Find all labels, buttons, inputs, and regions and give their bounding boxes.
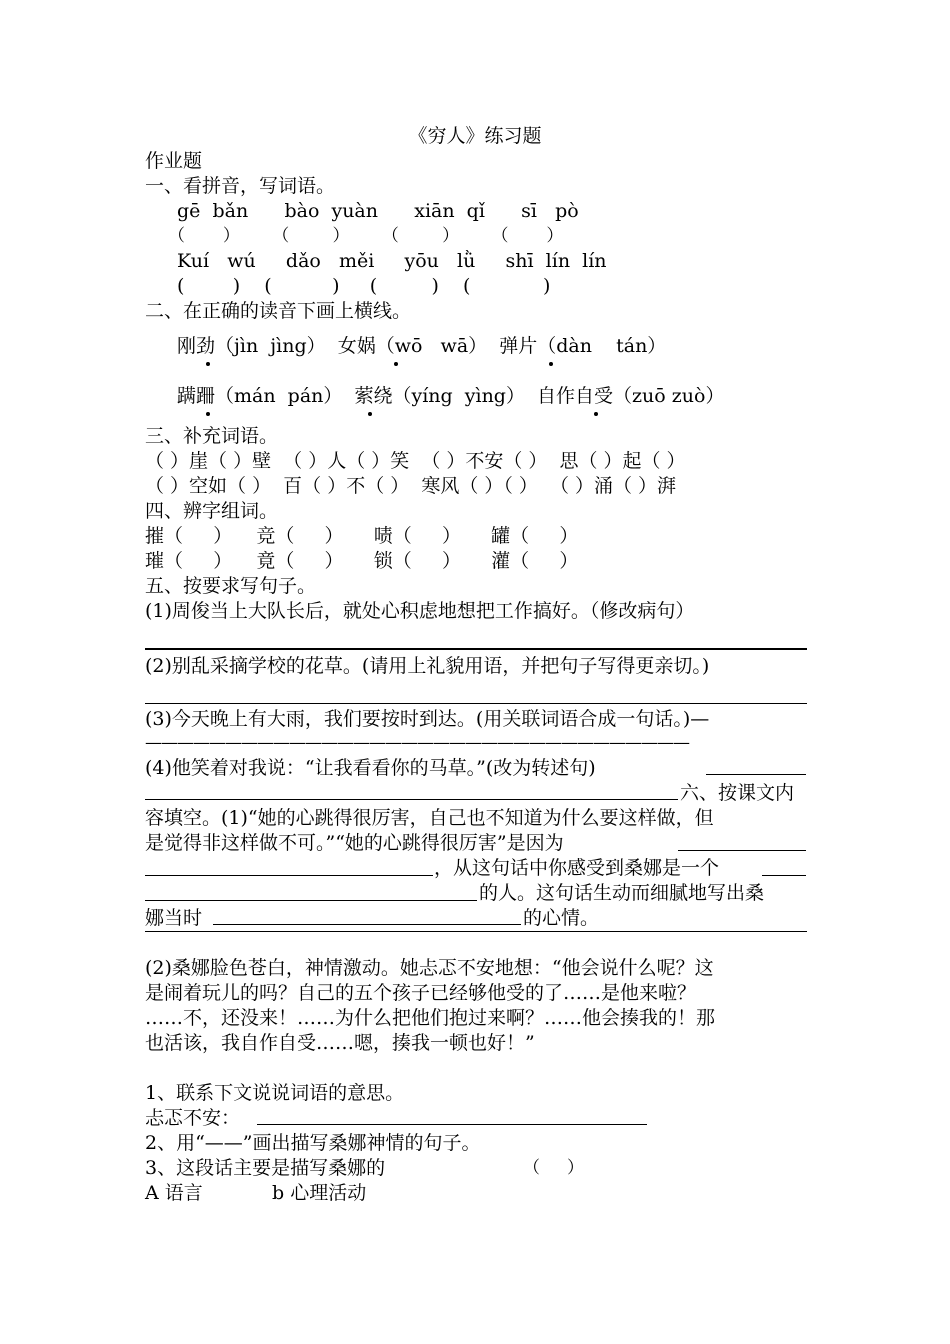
emphasis-dot	[368, 412, 372, 416]
answer-line	[145, 703, 807, 704]
section-3-heading: 三、补充词语。	[145, 425, 279, 447]
char-row-2: 璀（ ） 竟（ ） 锁（ ） 灌（ ）	[145, 550, 579, 572]
answer-parens-row-1: （ ） （ ） （ ） （ ）	[168, 226, 564, 246]
passage-line: ……不，还没来！……为什么把他们抱过来啊？……他会揍我的！那	[145, 1007, 716, 1029]
emphasis-dot	[549, 362, 553, 366]
sentence-question-2: (2)别乱采摘学校的花草。(请用上礼貌用语，并把句子写得更亲切。)	[145, 655, 710, 677]
answer-blank	[706, 774, 806, 775]
emphasis-dot	[594, 412, 598, 416]
section-2-heading: 二、在正确的读音下画上横线。	[145, 300, 412, 322]
answer-parens-row-2: ( ) ( ) ( ) ( )	[177, 275, 551, 297]
fill-text-line: 容填空。(1)“她的心跳得很厉害，自己也不知道为什么要这样做，但	[145, 807, 714, 829]
emphasis-dot	[206, 362, 210, 366]
pinyin-row-2: Kuí wú dǎo měi yōu lǜ shī lín lín	[177, 250, 607, 272]
option-a: A 语言	[145, 1182, 203, 1204]
fill-text-line: ，从这句话中你感受到桑娜是一个	[434, 857, 720, 879]
char-row-1: 摧（ ） 竞（ ） 啧（ ） 罐（ ）	[145, 525, 579, 547]
section-6-heading: 六、按课文内	[680, 782, 795, 804]
answer-blank	[145, 799, 678, 800]
fill-text-line: 是觉得非这样做不可。”“她的心跳得很厉害”是因为	[145, 832, 564, 854]
question-1: 1、联系下文说说词语的意思。	[145, 1082, 405, 1104]
section-1-heading: 一、看拼音，写词语。	[145, 175, 336, 197]
question-3: 3、这段话主要是描写桑娜的	[145, 1157, 386, 1179]
answer-blank	[762, 875, 806, 876]
passage-line: 是闹着玩儿的吗？自己的五个孩子已经够他受的了……是他来啦？	[145, 982, 697, 1004]
emphasis-dot	[394, 362, 398, 366]
pinyin-row-1: gē bǎn bào yuàn xiān qǐ sī pò	[177, 200, 579, 222]
question-3-answer-paren: （ ）	[523, 1158, 585, 1178]
answer-blank	[145, 875, 433, 876]
section-4-heading: 四、辨字组词。	[145, 500, 279, 522]
answer-blank	[145, 900, 477, 901]
sentence-question-3: (3)今天晚上有大雨，我们要按时到达。(用关联词语合成一句话。)—	[145, 708, 710, 730]
question-2: 2、用“——”画出描写桑娜神情的句子。	[145, 1132, 481, 1154]
answer-dash-line: ——————————————————————————————————	[145, 733, 689, 753]
reading-row-2: 蹒跚（mán pán） 萦绕（yíng yìng） 自作自受（zuō zuò）	[177, 385, 725, 407]
fill-text-line: 的心情。	[523, 907, 600, 929]
idiom-row-2: （ ）空如（ ） 百（ ）不（ ） 寒风（ ）（ ） （ ）涌（ ）湃	[145, 475, 677, 497]
answer-blank	[678, 850, 806, 851]
fill-text-line: 的人。这句话生动而细腻地写出桑	[479, 882, 765, 904]
section-divider	[145, 931, 807, 932]
idiom-row-1: （ ）崖（ ）壁 （ ）人（ ）笑 （ ）不安（ ） 思（ ）起（ ）	[145, 450, 686, 472]
answer-blank	[257, 1124, 647, 1125]
fill-text-line: 娜当时	[145, 907, 203, 929]
sentence-question-4: (4)他笑着对我说：“让我看看你的马草。”(改为转述句)	[145, 757, 596, 779]
option-b: b 心理活动	[272, 1182, 367, 1204]
question-1-word: 忐忑不安：	[145, 1107, 241, 1129]
emphasis-dot	[206, 412, 210, 416]
reading-row-1: 刚劲（jìn jìng） 女娲（wō wā） 弹片（dàn tán）	[177, 335, 667, 357]
section-5-heading: 五、按要求写句子。	[145, 575, 317, 597]
passage-line: 也活该，我自作自受……嗯，揍我一顿也好！”	[145, 1032, 535, 1054]
subtitle: 作业题	[145, 150, 203, 172]
sentence-question-1: (1)周俊当上大队长后，就处心积虑地想把工作搞好。（修改病句）	[145, 600, 695, 622]
answer-blank	[213, 924, 521, 925]
passage-line: (2)桑娜脸色苍白，神情激动。她忐忑不安地想：“他会说什么呢？这	[145, 957, 714, 979]
page-title: 《穷人》练习题	[408, 125, 542, 147]
answer-line	[145, 648, 807, 650]
